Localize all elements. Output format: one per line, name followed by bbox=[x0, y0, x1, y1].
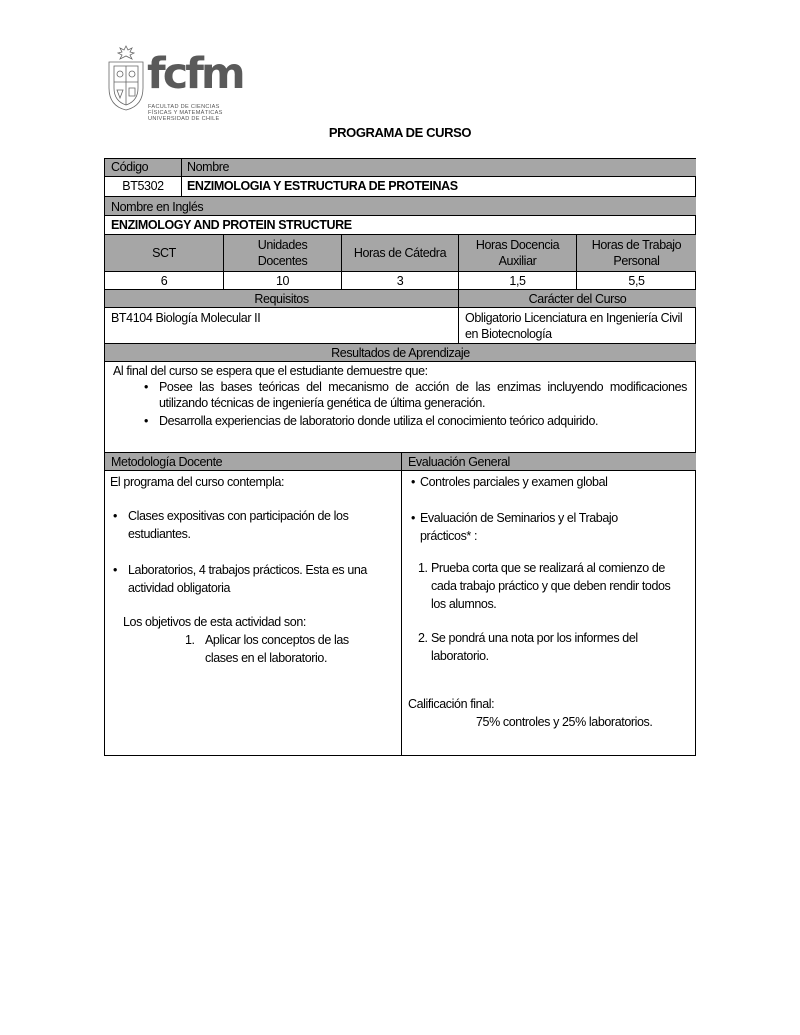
english-name: ENZIMOLOGY AND PROTEIN STRUCTURE bbox=[105, 215, 696, 234]
learning-intro: Al final del curso se espera que el estudiante demuestre que: bbox=[113, 364, 428, 378]
learning-item: • Posee las bases teóricas del mecanismo de acción de las enzimas incluyendo modificaciones utilizando técnicas de ingeniería genética de última generación. bbox=[141, 379, 687, 411]
evaluation-item-text: Prueba corta que se realizará al comienzo de cada trabajo práctico y que deben rendir todos los alumnos. bbox=[431, 561, 671, 611]
objective-item bbox=[110, 631, 395, 667]
code-label: Código bbox=[111, 160, 149, 174]
methodology-list bbox=[110, 507, 395, 597]
final-grade-value: 75% controles y 25% laboratorios. bbox=[476, 715, 653, 729]
evaluation-numbered-item bbox=[408, 629, 688, 665]
learning-content bbox=[105, 361, 696, 452]
aux-hours-value: 1,5 bbox=[458, 271, 576, 289]
logo-subtitle bbox=[148, 104, 223, 123]
evaluation-item: • Controles parciales y examen global bbox=[408, 473, 688, 491]
name-header bbox=[181, 159, 696, 176]
methodology-content bbox=[105, 470, 401, 755]
learning-item: • Desarrolla experiencias de laboratorio donde utiliza el conocimiento teórico adquirido. bbox=[141, 413, 687, 429]
character-value: Obligatorio Licenciatura en Ingeniería Civil en Biotecnología bbox=[458, 307, 696, 343]
sct-header: SCT bbox=[105, 234, 223, 271]
logo-wordmark: fcfm bbox=[147, 49, 243, 99]
evaluation-numbered-item bbox=[408, 559, 688, 613]
evaluation-item-number: 2. bbox=[418, 631, 428, 645]
learning-list bbox=[113, 379, 687, 429]
fcfm-logo bbox=[106, 44, 243, 126]
logo-line: FÍSICAS Y MATEMÁTICAS bbox=[148, 110, 223, 117]
evaluation-item: • Evaluación de Seminarios y el Trabajo prácticos* : bbox=[408, 509, 688, 545]
aux-hours-header: Horas Docencia Auxiliar bbox=[458, 234, 576, 271]
course-code: BT5302 bbox=[105, 176, 181, 196]
methodology-item: • Laboratorios, 4 trabajos prácticos. Esta es una actividad obligatoria bbox=[110, 561, 395, 597]
evaluation-header: Evaluación General bbox=[401, 452, 696, 470]
course-name: ENZIMOLOGIA Y ESTRUCTURA DE PROTEINAS bbox=[181, 176, 696, 196]
course-program-table bbox=[104, 158, 696, 756]
logo-line: FACULTAD DE CIENCIAS bbox=[148, 104, 220, 110]
requirements-header: Requisitos bbox=[105, 289, 458, 307]
evaluation-list bbox=[408, 473, 688, 545]
personal-hours-header: Horas de Trabajo Personal bbox=[576, 234, 696, 271]
units-value: 10 bbox=[223, 271, 341, 289]
methodology-item: • Clases expositivas con participación de los estudiantes. bbox=[110, 507, 395, 543]
lecture-hours-header: Horas de Cátedra bbox=[341, 234, 458, 271]
name-label: Nombre bbox=[187, 160, 230, 174]
evaluation-item-number: 1. bbox=[418, 561, 428, 575]
methodology-header: Metodología Docente bbox=[105, 452, 401, 470]
learning-header: Resultados de Aprendizaje bbox=[105, 343, 696, 361]
final-grade-label: Calificación final: bbox=[408, 697, 495, 711]
evaluation-content bbox=[401, 470, 696, 755]
english-name-header: Nombre en Inglés bbox=[105, 196, 696, 215]
personal-hours-value: 5,5 bbox=[576, 271, 696, 289]
units-header: Unidades Docentes bbox=[223, 234, 341, 271]
university-shield-icon bbox=[106, 44, 146, 112]
methodology-intro: El programa del curso contempla: bbox=[110, 475, 285, 489]
evaluation-item-text: Se pondrá una nota por los informes del laboratorio. bbox=[431, 631, 638, 663]
requirements-value: BT4104 Biología Molecular II bbox=[105, 307, 458, 343]
character-header: Carácter del Curso bbox=[458, 289, 696, 307]
code-header bbox=[105, 159, 181, 176]
objectives-label: Los objetivos de esta actividad son: bbox=[123, 615, 306, 629]
page-title: PROGRAMA DE CURSO bbox=[328, 125, 472, 140]
objective-number: 1. bbox=[185, 633, 195, 647]
lecture-hours-value: 3 bbox=[341, 271, 458, 289]
objective-text: Aplicar los conceptos de las clases en el laboratorio. bbox=[205, 633, 349, 665]
logo-line: UNIVERSIDAD DE CHILE bbox=[148, 116, 220, 123]
sct-value: 6 bbox=[105, 271, 223, 289]
